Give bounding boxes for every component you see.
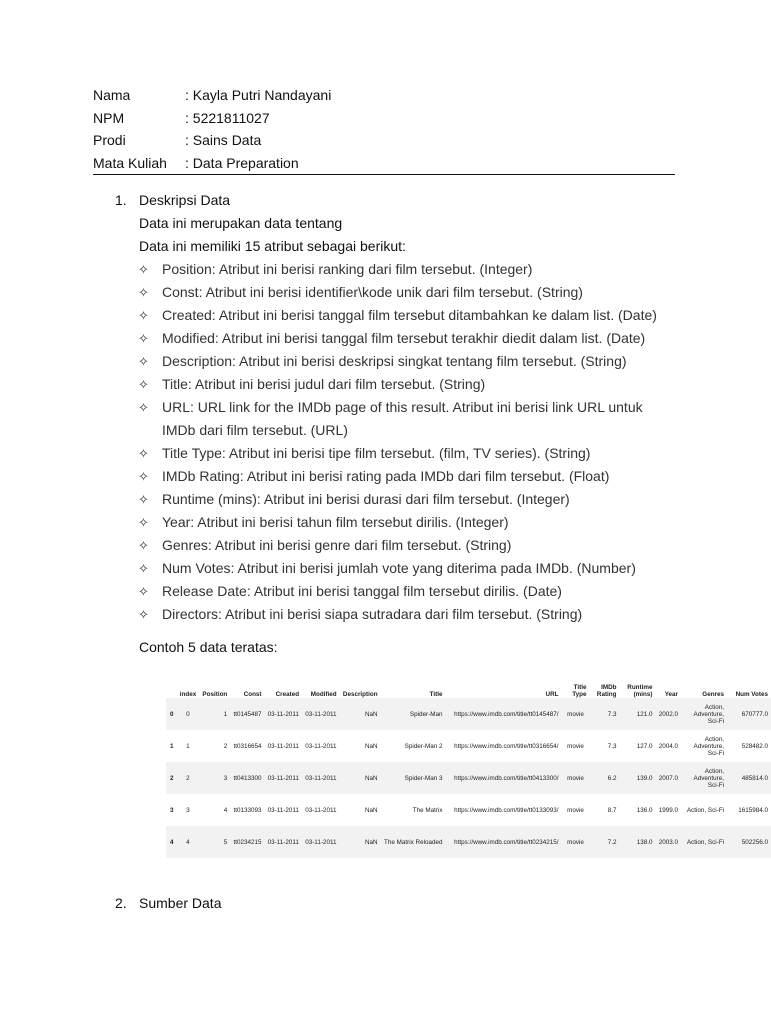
table-row: 3 3 4 tt0133093 03-11-2011 03-11-2011 NaN The Matrix https://www.imdb.com/title/tt0133093/ movie 8.7 136.0 1999.0 Action, Sci-Fi 1615984.0 (170, 806, 768, 814)
section-title: Deskripsi Data (139, 192, 231, 208)
list-item: ✧ URL: URL link for the IMDb page of this result. Atribut ini berisi link URL untuk (115, 396, 675, 419)
star-bullet-icon: ✧ (138, 515, 149, 530)
info-label: NPM (93, 109, 125, 126)
column-header: Runtime (mins) (627, 684, 653, 698)
column-header: Num Votes (735, 691, 768, 698)
column-header: Const (243, 691, 262, 698)
list-item: ✧ Position: Atribut ini berisi ranking dari film tersebut. (Integer) (115, 258, 675, 281)
column-header: URL (545, 691, 559, 698)
star-bullet-icon: ✧ (138, 262, 149, 277)
list-item: ✧ Runtime (mins): Atribut ini berisi durasi dari film tersebut. (Integer) (115, 488, 675, 511)
info-label: Prodi (93, 132, 126, 148)
table-row: 0 0 1 tt0145487 03-11-2011 03-11-2011 NaN Spider-Man https://www.imdb.com/title/tt0145487/ movie 7.3 121.0 2002.0 Action, Adventure, Sci-Fi 670777.0 (166, 698, 771, 730)
info-value: : Data Preparation (185, 154, 299, 171)
list-item: ✧ Title Type: Atribut ini berisi tipe film tersebut. (film, TV series). (String) (115, 442, 675, 465)
info-row-nama (93, 86, 675, 109)
column-header: Year (664, 691, 678, 698)
list-item: ✧ Title: Atribut ini berisi judul dari film tersebut. (String) (115, 373, 675, 396)
info-value: : Sains Data (185, 132, 262, 148)
star-bullet-icon: ✧ (138, 285, 149, 300)
section-title: Sumber Data (139, 895, 222, 911)
column-header: Genres (702, 691, 724, 698)
list-item: ✧ Modified: Atribut ini berisi tanggal film tersebut terakhir diedit dalam list. (Date) (115, 327, 675, 350)
table-header-row (166, 676, 771, 698)
table-row: 4 4 5 tt0234215 03-11-2011 03-11-2011 NaN The Matrix Reloaded https://www.imdb.com/title/tt0234215/ movie 7.2 138.0 2003.0 Action, Sci-Fi 502256.0 (166, 826, 771, 858)
star-bullet-icon: ✧ (138, 308, 149, 323)
section-number: 2. (115, 895, 127, 911)
list-item: ✧ Description: Atribut ini berisi deskripsi singkat tentang film tersebut. (String) (115, 350, 675, 373)
section-number: 1. (115, 192, 127, 208)
list-item: ✧ Directors: Atribut ini berisi siapa sutradara dari film tersebut. (String) (115, 603, 675, 626)
star-bullet-icon: ✧ (138, 331, 149, 346)
student-info-block (93, 86, 675, 176)
star-bullet-icon: ✧ (138, 400, 149, 415)
star-bullet-icon: ✧ (138, 538, 149, 553)
column-header: Title Type (572, 684, 587, 698)
info-row-mata-kuliah (93, 154, 675, 177)
column-header: IMDb Rating (596, 684, 617, 698)
column-header: index (179, 691, 197, 698)
list-item: ✧ Const: Atribut ini berisi identifier\kode unik dari film tersebut. (String) (115, 281, 675, 304)
example-caption: Contoh 5 data teratas: (139, 639, 278, 655)
star-bullet-icon: ✧ (138, 469, 149, 484)
column-header (166, 676, 177, 698)
table-row: 2 2 3 tt0413300 03-11-2011 03-11-2011 NaN Spider-Man 3 https://www.imdb.com/title/tt0413300/ movie 6.2 139.0 2007.0 Action, Adventure, Sci-Fi 485814.0 (166, 762, 771, 794)
star-bullet-icon: ✧ (138, 584, 149, 599)
intro-text: Data ini merupakan data tentang (139, 215, 343, 231)
info-row-npm (93, 109, 675, 132)
dataframe-preview (166, 676, 768, 866)
header-divider (93, 174, 675, 175)
column-header: Title (429, 691, 443, 698)
info-label: Mata Kuliah (93, 154, 167, 171)
list-item: ✧ Release Date: Atribut ini berisi tanggal film tersebut dirilis. (Date) (115, 580, 675, 603)
column-header: Description (342, 691, 378, 698)
star-bullet-icon: ✧ (138, 446, 149, 461)
star-bullet-icon: ✧ (138, 354, 149, 369)
info-value: : 5221811027 (185, 109, 270, 126)
list-item: ✧ Created: Atribut ini berisi tanggal film tersebut ditambahkan ke dalam list. (Date) (115, 304, 675, 327)
list-item: ✧ IMDb Rating: Atribut ini berisi rating pada IMDb dari film tersebut. (Float) (115, 465, 675, 488)
star-bullet-icon: ✧ (138, 377, 149, 392)
list-item: ✧ Genres: Atribut ini berisi genre dari film tersebut. (String) (115, 534, 675, 557)
attribute-list (115, 258, 675, 626)
info-value: : Kayla Putri Nandayani (185, 87, 332, 103)
info-label: Nama (93, 87, 131, 103)
info-row-prodi (93, 131, 675, 154)
star-bullet-icon: ✧ (138, 561, 149, 576)
list-item: ✧ Year: Atribut ini berisi tahun film tersebut dirilis. (Integer) (115, 511, 675, 534)
column-header: Modified (310, 691, 337, 698)
star-bullet-icon: ✧ (138, 607, 149, 622)
column-header: Created (275, 691, 300, 698)
intro-text: Data ini memiliki 15 atribut sebagai berikut: (139, 238, 406, 254)
star-bullet-icon: ✧ (138, 492, 149, 507)
column-header: Position (202, 691, 228, 698)
list-item-continuation: IMDb dari film tersebut. (URL) (162, 422, 348, 438)
data-table (166, 676, 771, 858)
list-item: ✧ Num Votes: Atribut ini berisi jumlah vote yang diterima pada IMDb. (Number) (115, 557, 675, 580)
table-row: 1 1 2 tt0316654 03-11-2011 03-11-2011 NaN Spider-Man 2 https://www.imdb.com/title/tt0316654/ movie 7.3 127.0 2004.0 Action, Adventure, Sci-Fi 528482.0 (170, 735, 768, 757)
